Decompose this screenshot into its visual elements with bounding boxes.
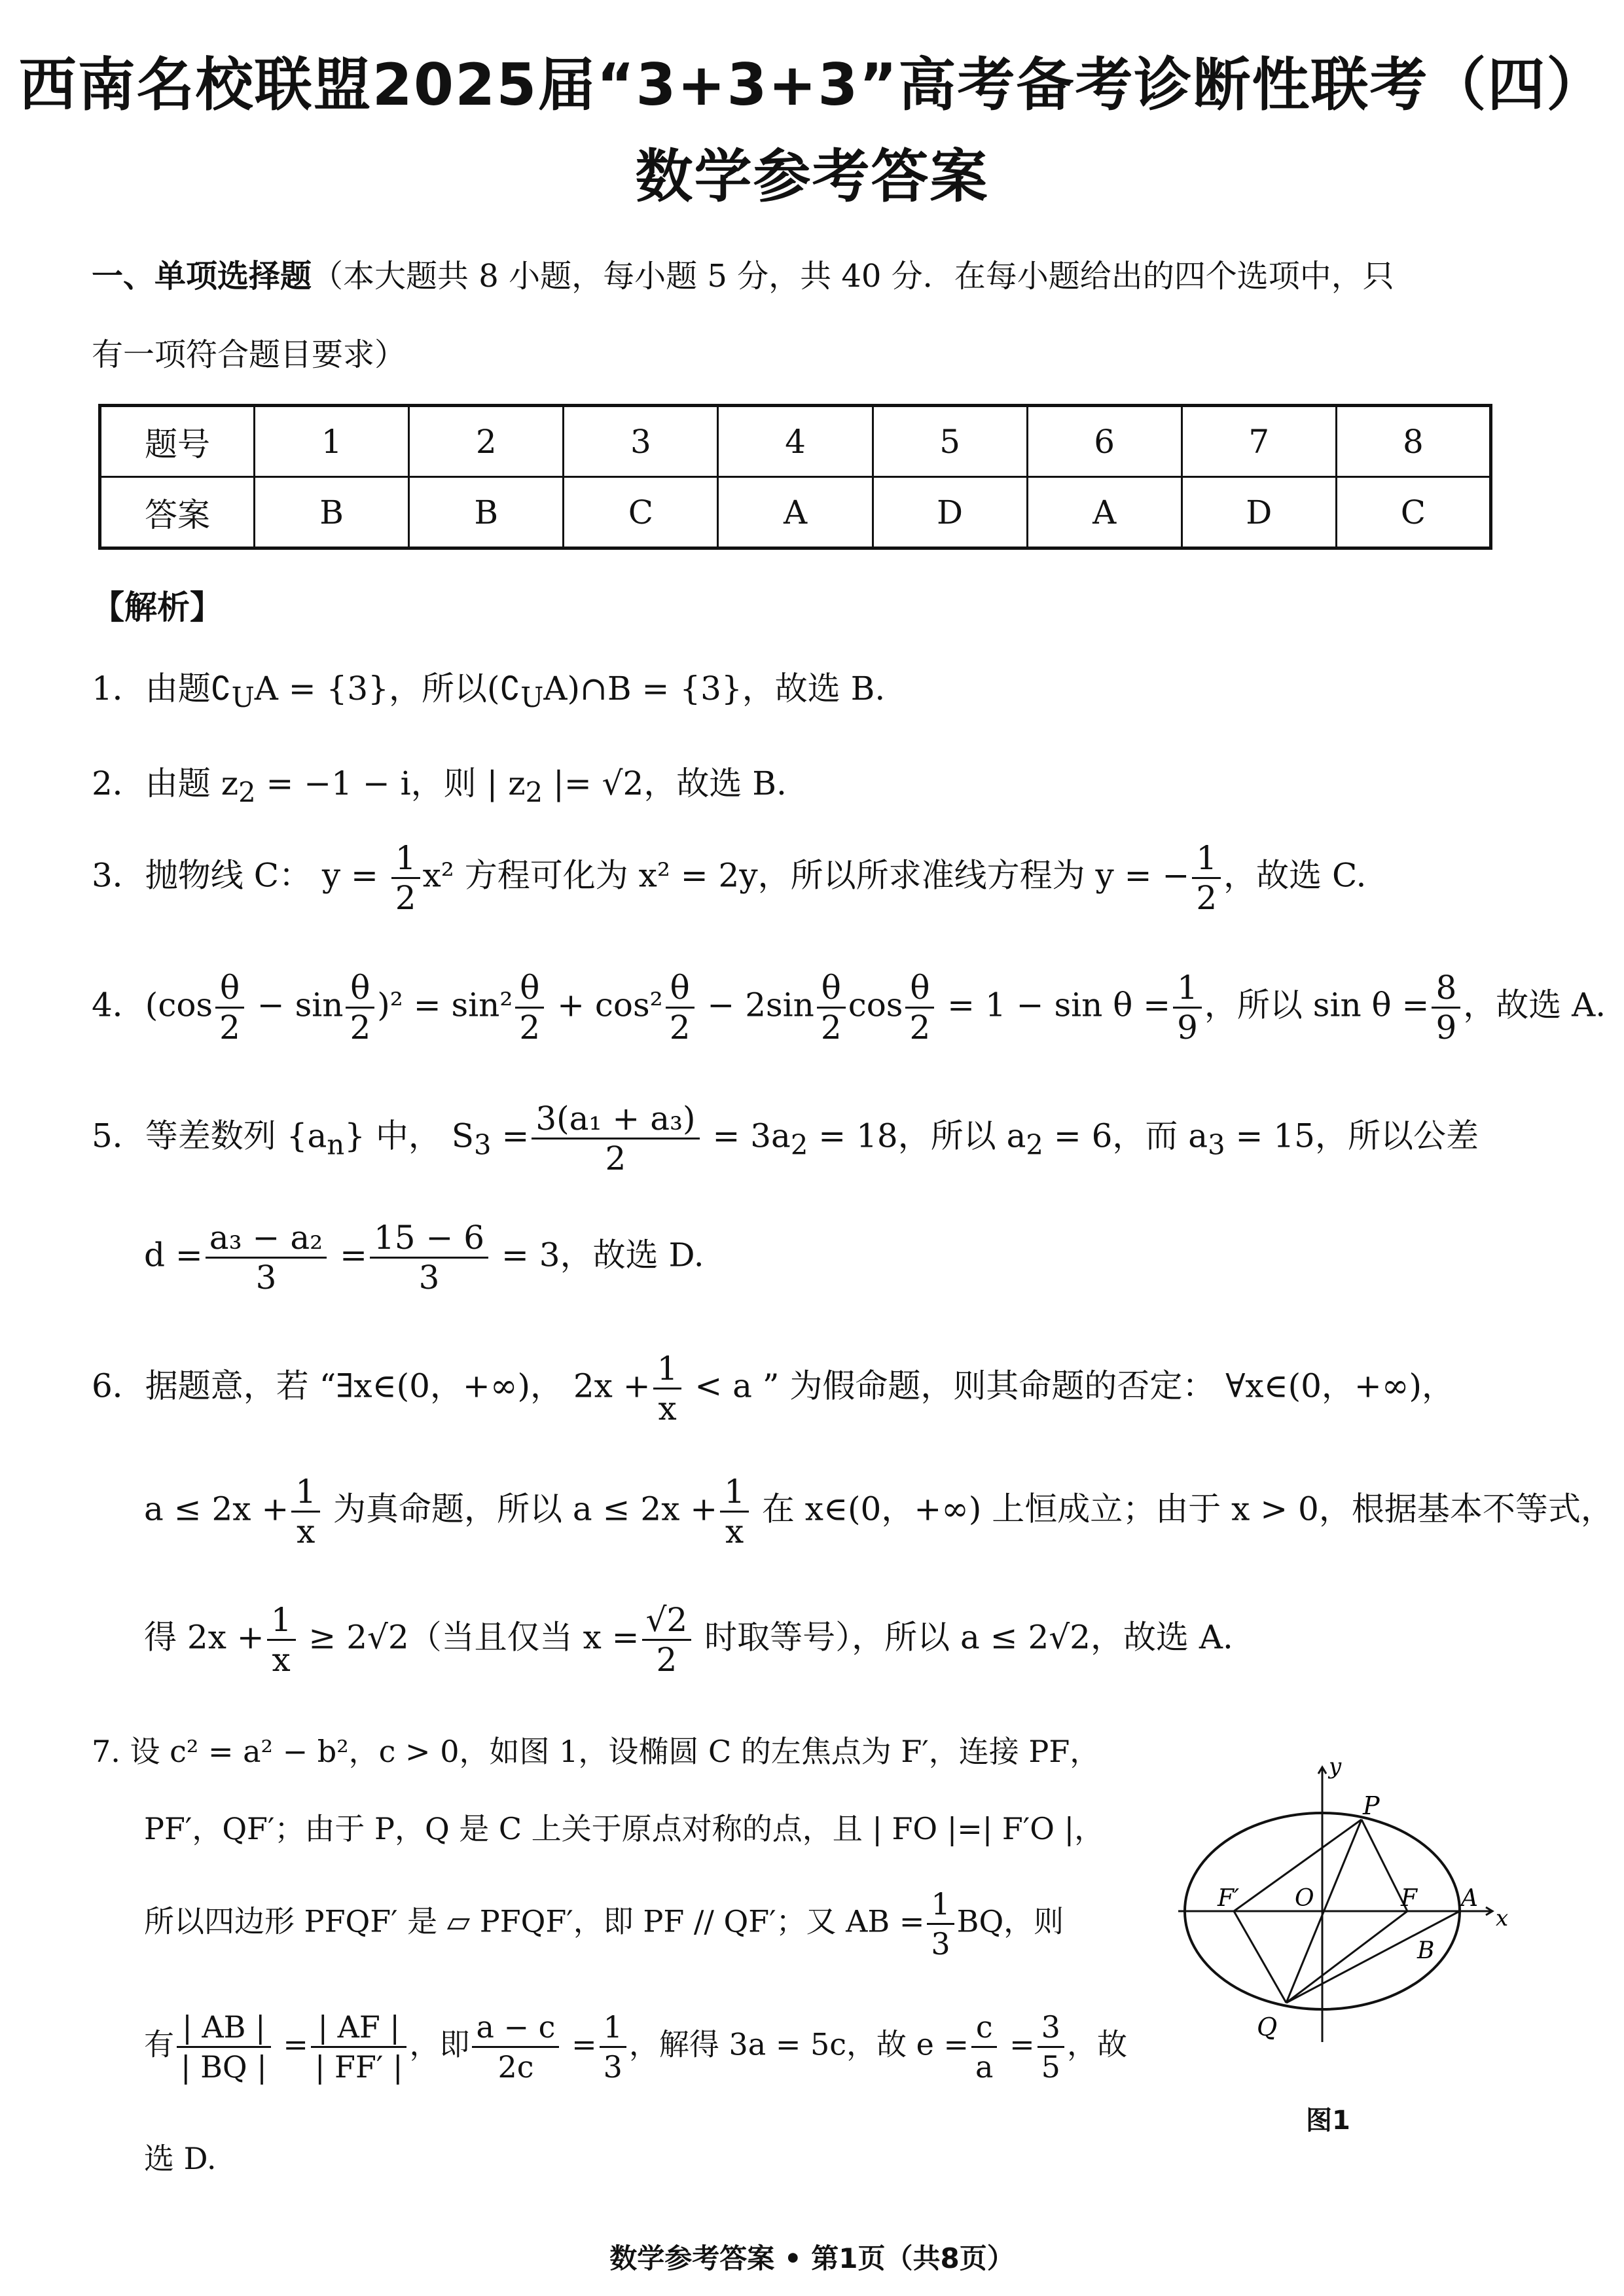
label-x: x (1496, 1905, 1509, 1931)
table-cell: 4 (718, 406, 873, 477)
row-label-number: 题号 (100, 406, 255, 477)
section1-desc-1: （本大题共 8 小题，每小题 5 分，共 40 分．在每小题给出的四个选项中，只 (312, 258, 1394, 295)
table-row (100, 477, 1491, 548)
q6-text-e: 在 x∈(0，+∞) 上恒成立；由于 x > 0，根据基本不等式， (751, 1490, 1614, 1528)
frac-den: 3 (931, 1926, 950, 1962)
q2-text-c: |= √2，故选 B. (543, 764, 787, 802)
label-q: Q (1257, 2013, 1278, 2041)
answer-q6-line3 (144, 1601, 1233, 1679)
fraction (532, 1100, 699, 1177)
frac-den: 2 (909, 1009, 931, 1047)
answer-q7-line1: 7. 设 c² = a² − b²，c > 0，如图 1，设椭圆 C 的左焦点为 F′，连接 PF， (92, 1734, 1100, 1769)
answer-q3 (92, 839, 1366, 917)
answer-q7-line3 (144, 1885, 1064, 1963)
fraction (1432, 969, 1460, 1047)
q4-text-e: − 2sin (696, 986, 814, 1024)
q5-text-b: } 中， S (344, 1117, 475, 1155)
frac-num: 8 (1432, 969, 1460, 1009)
q7-text-4a: 有 (144, 2026, 174, 2062)
frac-num: θ (905, 969, 934, 1009)
q6-text-b: < a ” 为假命题，则其命题的否定： ∀x∈(0，+∞)， (684, 1367, 1454, 1405)
table-cell: 6 (1027, 406, 1182, 477)
q1-sub-a: U (231, 681, 255, 713)
frac-num: θ (215, 969, 244, 1009)
q3-text-c: ，故选 C. (1223, 856, 1367, 895)
frac-num: 1 (1192, 839, 1221, 879)
q2-text-a: 2．由题 z (92, 764, 239, 802)
q5-text-i: = (329, 1236, 367, 1274)
frac-num: | AF | (311, 2008, 407, 2048)
answer-q4 (92, 969, 1606, 1047)
frac-den: 3 (603, 2049, 623, 2085)
table-cell: 7 (1182, 406, 1336, 477)
fraction (600, 2008, 626, 2086)
q5-text-d: = 3a (702, 1117, 791, 1155)
q5-text-g: = 15，所以公差 (1225, 1117, 1479, 1155)
frac-den: 2 (656, 1641, 677, 1679)
frac-den: | FF′ | (314, 2049, 403, 2085)
q5-sub-n: n (327, 1128, 345, 1161)
q5-text-h: d = (144, 1236, 203, 1274)
answer-q5-line2 (144, 1219, 704, 1297)
q1-text-b: A = {3}，所以(∁ (254, 670, 521, 708)
q6-text-h: 时取等号），所以 a ≤ 2√2，故选 A. (694, 1618, 1233, 1657)
answer-q7-line4 (144, 2008, 1127, 2086)
table-cell: A (1027, 477, 1182, 548)
frac-num: 1 (1173, 969, 1202, 1009)
frac-num: 1 (927, 1885, 954, 1925)
fraction (177, 2008, 271, 2086)
q7-text-4d: = (562, 2026, 597, 2062)
frac-den: x (658, 1390, 677, 1427)
q4-text-d: + cos² (547, 986, 663, 1024)
label-f: F (1401, 1885, 1417, 1912)
fraction (346, 969, 374, 1047)
analysis-heading: 【解析】 (92, 588, 223, 626)
fraction (1173, 969, 1202, 1047)
frac-den: 5 (1041, 2049, 1060, 2085)
title-line2: 数学参考答案 (635, 143, 989, 210)
frac-num: 1 (600, 2008, 626, 2048)
q5-text-f: = 6，而 a (1043, 1117, 1208, 1155)
frac-den: 2c (497, 2049, 534, 2085)
q4-text-c: )² = sin² (377, 986, 513, 1024)
frac-den: 3 (418, 1259, 440, 1297)
frac-num: √2 (642, 1601, 692, 1641)
table-cell: D (1182, 477, 1336, 548)
section1-intro (92, 257, 1545, 296)
figure-caption: 图1 (1306, 2106, 1350, 2136)
frac-num: 15 − 6 (370, 1219, 488, 1259)
frac-den: 2 (219, 1009, 240, 1047)
q4-text-h: ，所以 sin θ = (1204, 986, 1430, 1024)
q5-text-c: = (491, 1117, 530, 1155)
fraction (1192, 839, 1221, 917)
frac-num: θ (666, 969, 695, 1009)
q6-text-d: 为真命题，所以 a ≤ 2x + (323, 1490, 718, 1528)
q5-text-e: = 18，所以 a (808, 1117, 1026, 1155)
q2-text-b: = −1 − i，则 | z (255, 764, 526, 802)
table-cell: C (1336, 477, 1490, 548)
frac-num: 1 (291, 1473, 320, 1513)
q4-text-a: 4．(cos (92, 986, 213, 1024)
fraction (971, 2008, 997, 2086)
fraction (642, 1601, 692, 1679)
section1-heading: 一、单项选择题 (92, 258, 312, 295)
fraction (1038, 2008, 1064, 2086)
q5-sub-3b: 3 (1208, 1128, 1225, 1161)
label-b: B (1417, 1937, 1435, 1964)
q4-text-b: − sin (246, 986, 344, 1024)
answer-q7-line2: PF′，QF′；由于 P，Q 是 C 上关于原点对称的点，且 | FO |=| F′O |， (144, 1811, 1105, 1846)
fraction (653, 1350, 682, 1427)
frac-num: a₃ − a₂ (206, 1219, 327, 1259)
frac-den: 2 (605, 1139, 626, 1177)
title-line1: 西南名校联盟2025届“3+3+3”高考备考诊断性联考（四） (18, 51, 1606, 118)
q7-text-3a: 所以四边形 PFQF′ 是 ▱ PFQF′，即 PF // QF′；又 AB = (144, 1903, 925, 1939)
frac-num: 3 (1038, 2008, 1064, 2048)
table-cell: 1 (255, 406, 409, 477)
fraction (311, 2008, 407, 2086)
q5-sub-2a: 2 (790, 1128, 808, 1161)
fraction (215, 969, 244, 1047)
answer-q6-line2 (144, 1473, 1614, 1551)
table-row (100, 406, 1491, 477)
label-a: A (1461, 1885, 1478, 1912)
answer-q7-line5: 选 D. (144, 2141, 217, 2176)
label-y: y (1329, 1754, 1342, 1780)
label-p: P (1363, 1791, 1380, 1820)
frac-den: 2 (519, 1009, 541, 1047)
q3-text-a: 3．抛物线 C： y = (92, 856, 378, 895)
fraction (666, 969, 695, 1047)
q1-sub-b: U (520, 681, 544, 713)
q6-text-g: ≥ 2√2（当且仅当 x = (298, 1618, 640, 1657)
q6-text-c: a ≤ 2x + (144, 1490, 289, 1528)
table-cell: D (873, 477, 1027, 548)
answer-table (98, 404, 1492, 550)
ellipse-figure (1178, 1754, 1519, 2055)
q5-text-a: 5．等差数列 {a (92, 1117, 327, 1155)
table-cell: 8 (1336, 406, 1490, 477)
fraction (515, 969, 544, 1047)
table-cell: 3 (564, 406, 718, 477)
fraction (905, 969, 934, 1047)
q5-sub-3: 3 (474, 1128, 492, 1161)
frac-num: | AB | (177, 2008, 271, 2048)
label-f1: F′ (1218, 1885, 1240, 1912)
fraction (291, 1473, 320, 1551)
q7-text-3b: BQ，则 (956, 1903, 1064, 1939)
frac-num: 3(a₁ + a₃) (532, 1100, 699, 1139)
q7-text-4g: ，故 (1066, 2026, 1127, 2062)
frac-num: 1 (720, 1473, 749, 1513)
frac-den: 2 (1196, 879, 1218, 917)
frac-num: θ (515, 969, 544, 1009)
fraction (267, 1601, 296, 1679)
frac-den: 9 (1177, 1009, 1198, 1047)
table-cell: B (409, 477, 564, 548)
q7-text-4c: ，即 (409, 2026, 470, 2062)
frac-den: 3 (255, 1259, 277, 1297)
q7-text-4f: = (1000, 2026, 1035, 2062)
q7-text-4b: = (273, 2026, 308, 2062)
frac-den: x (272, 1641, 291, 1679)
answer-q6-line1 (92, 1350, 1454, 1427)
q3-text-b: x² 方程可化为 x² = 2y，所以所求准线方程为 y = − (422, 856, 1190, 895)
frac-num: 1 (267, 1601, 296, 1641)
row-label-answer: 答案 (100, 477, 255, 548)
frac-den: a (975, 2049, 994, 2085)
answer-q5-line1 (92, 1100, 1479, 1177)
q5-text-j: = 3，故选 D. (491, 1236, 704, 1274)
fraction (817, 969, 846, 1047)
q1-text-a: 1．由题∁ (92, 670, 232, 708)
fraction (391, 839, 420, 917)
frac-den: 2 (820, 1009, 842, 1047)
q4-text-g: = 1 − sin θ = (937, 986, 1171, 1024)
answer-q1 (92, 662, 885, 713)
frac-num: θ (346, 969, 374, 1009)
line-qf1 (1234, 1911, 1286, 2003)
fraction (720, 1473, 749, 1551)
q7-text-4e: ，解得 3a = 5c，故 e = (628, 2026, 969, 2062)
label-o: O (1295, 1885, 1314, 1912)
frac-num: θ (817, 969, 846, 1009)
table-cell: C (564, 477, 718, 548)
q6-text-a: 6．据题意，若 “∃x∈(0，+∞)， 2x + (92, 1367, 651, 1405)
q2-sub-a: 2 (238, 776, 256, 808)
table-cell: B (255, 477, 409, 548)
frac-num: a − c (472, 2008, 559, 2048)
page-footer: 数学参考答案 • 第1页（共8页） (609, 2242, 1015, 2274)
frac-den: 9 (1435, 1009, 1457, 1047)
frac-den: 2 (350, 1009, 371, 1047)
table-cell: A (718, 477, 873, 548)
q6-text-f: 得 2x + (144, 1618, 264, 1657)
q4-text-f: cos (848, 986, 903, 1024)
frac-den: | BQ | (181, 2049, 267, 2085)
frac-den: x (725, 1513, 744, 1551)
table-cell: 5 (873, 406, 1027, 477)
q5-sub-2b: 2 (1026, 1128, 1043, 1161)
fraction (206, 1219, 327, 1297)
frac-num: 1 (653, 1350, 682, 1390)
fraction (370, 1219, 488, 1297)
frac-den: 2 (395, 879, 416, 917)
section1-desc-2: 有一项符合题目要求） (92, 336, 406, 373)
frac-den: 2 (669, 1009, 691, 1047)
q1-text-c: A)∩B = {3}，故选 B. (543, 670, 886, 708)
q2-sub-b: 2 (525, 776, 543, 808)
frac-num: 1 (391, 839, 420, 879)
answer-q2 (92, 757, 787, 808)
frac-den: x (297, 1513, 316, 1551)
fraction (927, 1885, 954, 1963)
q4-text-i: ，故选 A. (1463, 986, 1606, 1024)
frac-num: c (971, 2008, 997, 2048)
fraction (472, 2008, 559, 2086)
table-cell: 2 (409, 406, 564, 477)
